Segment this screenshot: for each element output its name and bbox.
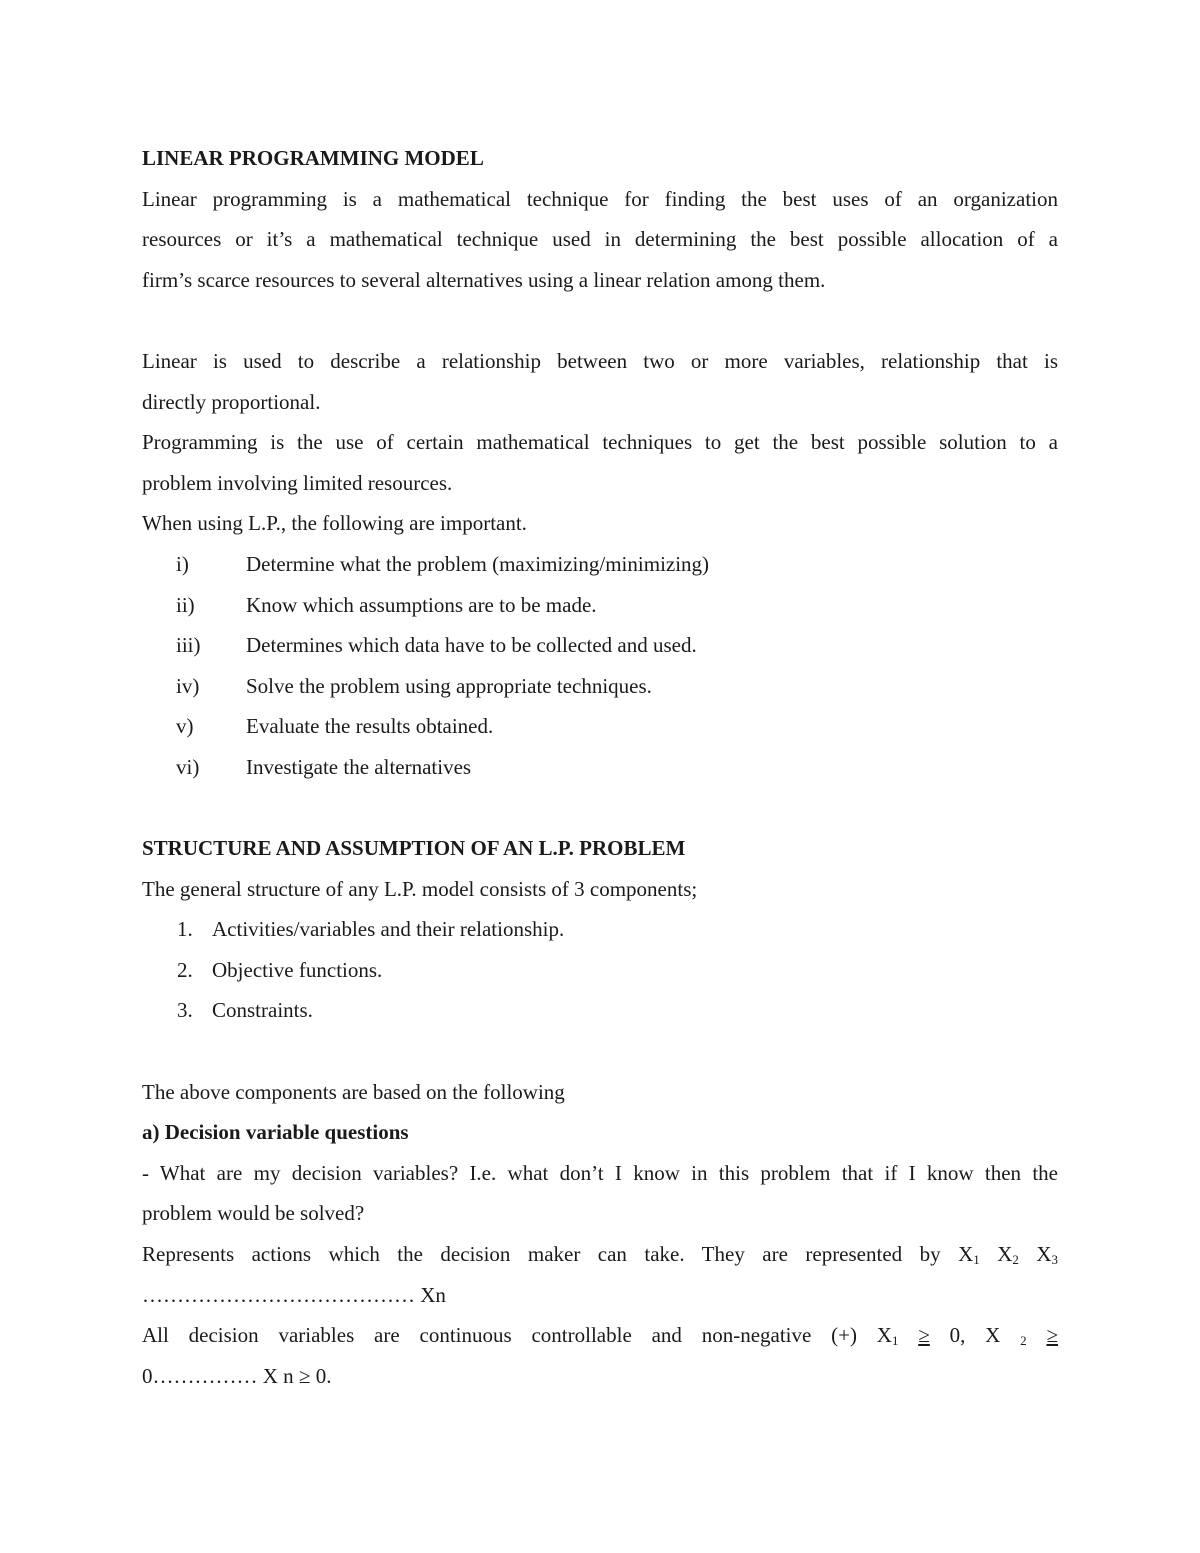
- list-item-number: iii): [176, 633, 201, 658]
- represents-line-2: ………………………………… Xn: [142, 1282, 446, 1307]
- intro-line-3: firm’s scarce resources to several alternatives using a linear relation among them.: [142, 267, 826, 292]
- structure-intro-line: The general structure of any L.P. model consists of 3 components;: [142, 876, 698, 901]
- list-item-text: Activities/variables and their relationship.: [212, 917, 565, 942]
- variable-x2: $X_2$: [997, 1242, 1019, 1268]
- list-item-number: v): [176, 714, 194, 739]
- list-item-number: 3.: [177, 998, 193, 1023]
- spacer: [142, 788, 1058, 829]
- variable-x1: $X_1$: [958, 1242, 980, 1268]
- variable-x3: $X_3$: [1036, 1242, 1059, 1268]
- list-item-text: Determines which data have to be collected and used.: [246, 633, 697, 658]
- list-item: [142, 990, 1058, 1031]
- continuous-line-1: All decision variables are continuous controllable and non-negative (+) $X_1 \ge 0$, X $_2$ ≥: [142, 1323, 1058, 1349]
- list-item-text: Objective functions.: [212, 957, 383, 982]
- document-body: [142, 138, 1058, 1396]
- programming-line-2: problem involving limited resources.: [142, 470, 453, 495]
- greater-equal-symbol: ≥: [918, 1323, 930, 1348]
- list-item-number: 2.: [177, 957, 193, 982]
- list-item: [142, 950, 1058, 991]
- heading-linear-programming-model: LINEAR PROGRAMMING MODEL: [142, 146, 484, 170]
- list-item-text: Know which assumptions are to be made.: [246, 592, 597, 617]
- continuous-line-2: 0…………… X n ≥ 0.: [142, 1363, 332, 1388]
- list-item-text: Investigate the alternatives: [246, 754, 472, 779]
- list-item-text: Constraints.: [212, 998, 313, 1023]
- list-item-number: iv): [176, 673, 200, 698]
- list-item-text: Determine what the problem (maximizing/minimizing): [246, 551, 710, 576]
- question-line-2: problem would be solved?: [142, 1201, 365, 1226]
- programming-line-1: Programming is the use of certain mathematical techniques to get the best possible solution to a: [142, 430, 1058, 455]
- list-item-number: 1.: [177, 917, 193, 942]
- list-item: [142, 706, 1058, 747]
- list-item: [142, 585, 1058, 626]
- above-components-line: The above components are based on the following: [142, 1079, 565, 1104]
- when-using-line: When using L.P., the following are important.: [142, 511, 527, 536]
- represents-line-1: [142, 1234, 1058, 1275]
- subheading-decision-variable-questions: a) Decision variable questions: [142, 1120, 409, 1145]
- list-item: [142, 747, 1058, 788]
- spacer: [142, 300, 1058, 341]
- linear-line-1: Linear is used to describe a relationship between two or more variables, relationship that is: [142, 348, 1058, 373]
- question-line-1: - What are my decision variables? I.e. what don’t I know in this problem that if I know then the: [142, 1160, 1058, 1185]
- greater-equal-symbol: ≥: [1046, 1323, 1058, 1348]
- list-item: [142, 666, 1058, 707]
- represents-text: Represents actions which the decision maker can take. They are represented by: [142, 1242, 941, 1267]
- list-item: [142, 544, 1058, 585]
- intro-line-2: resources or it’s a mathematical technique used in determining the best possible allocation of a: [142, 227, 1058, 252]
- continuous-mid: 0, X: [929, 1323, 1021, 1348]
- heading-structure-and-assumption: STRUCTURE AND ASSUMPTION OF AN L.P. PROBLEM: [142, 836, 686, 861]
- list-item: [142, 909, 1058, 950]
- list-item-text: Evaluate the results obtained.: [246, 714, 494, 739]
- list-item-number: ii): [176, 592, 195, 617]
- list-item: [142, 625, 1058, 666]
- list-item-number: i): [176, 551, 189, 576]
- spacer: [142, 1031, 1058, 1072]
- list-item-number: vi): [176, 754, 200, 779]
- linear-line-2: directly proportional.: [142, 389, 321, 414]
- intro-line-1: Linear programming is a mathematical technique for finding the best uses of an organization: [142, 186, 1058, 211]
- list-item-text: Solve the problem using appropriate techniques.: [246, 673, 652, 698]
- continuous-text: All decision variables are continuous controllable and non-negative (+) X: [142, 1323, 892, 1348]
